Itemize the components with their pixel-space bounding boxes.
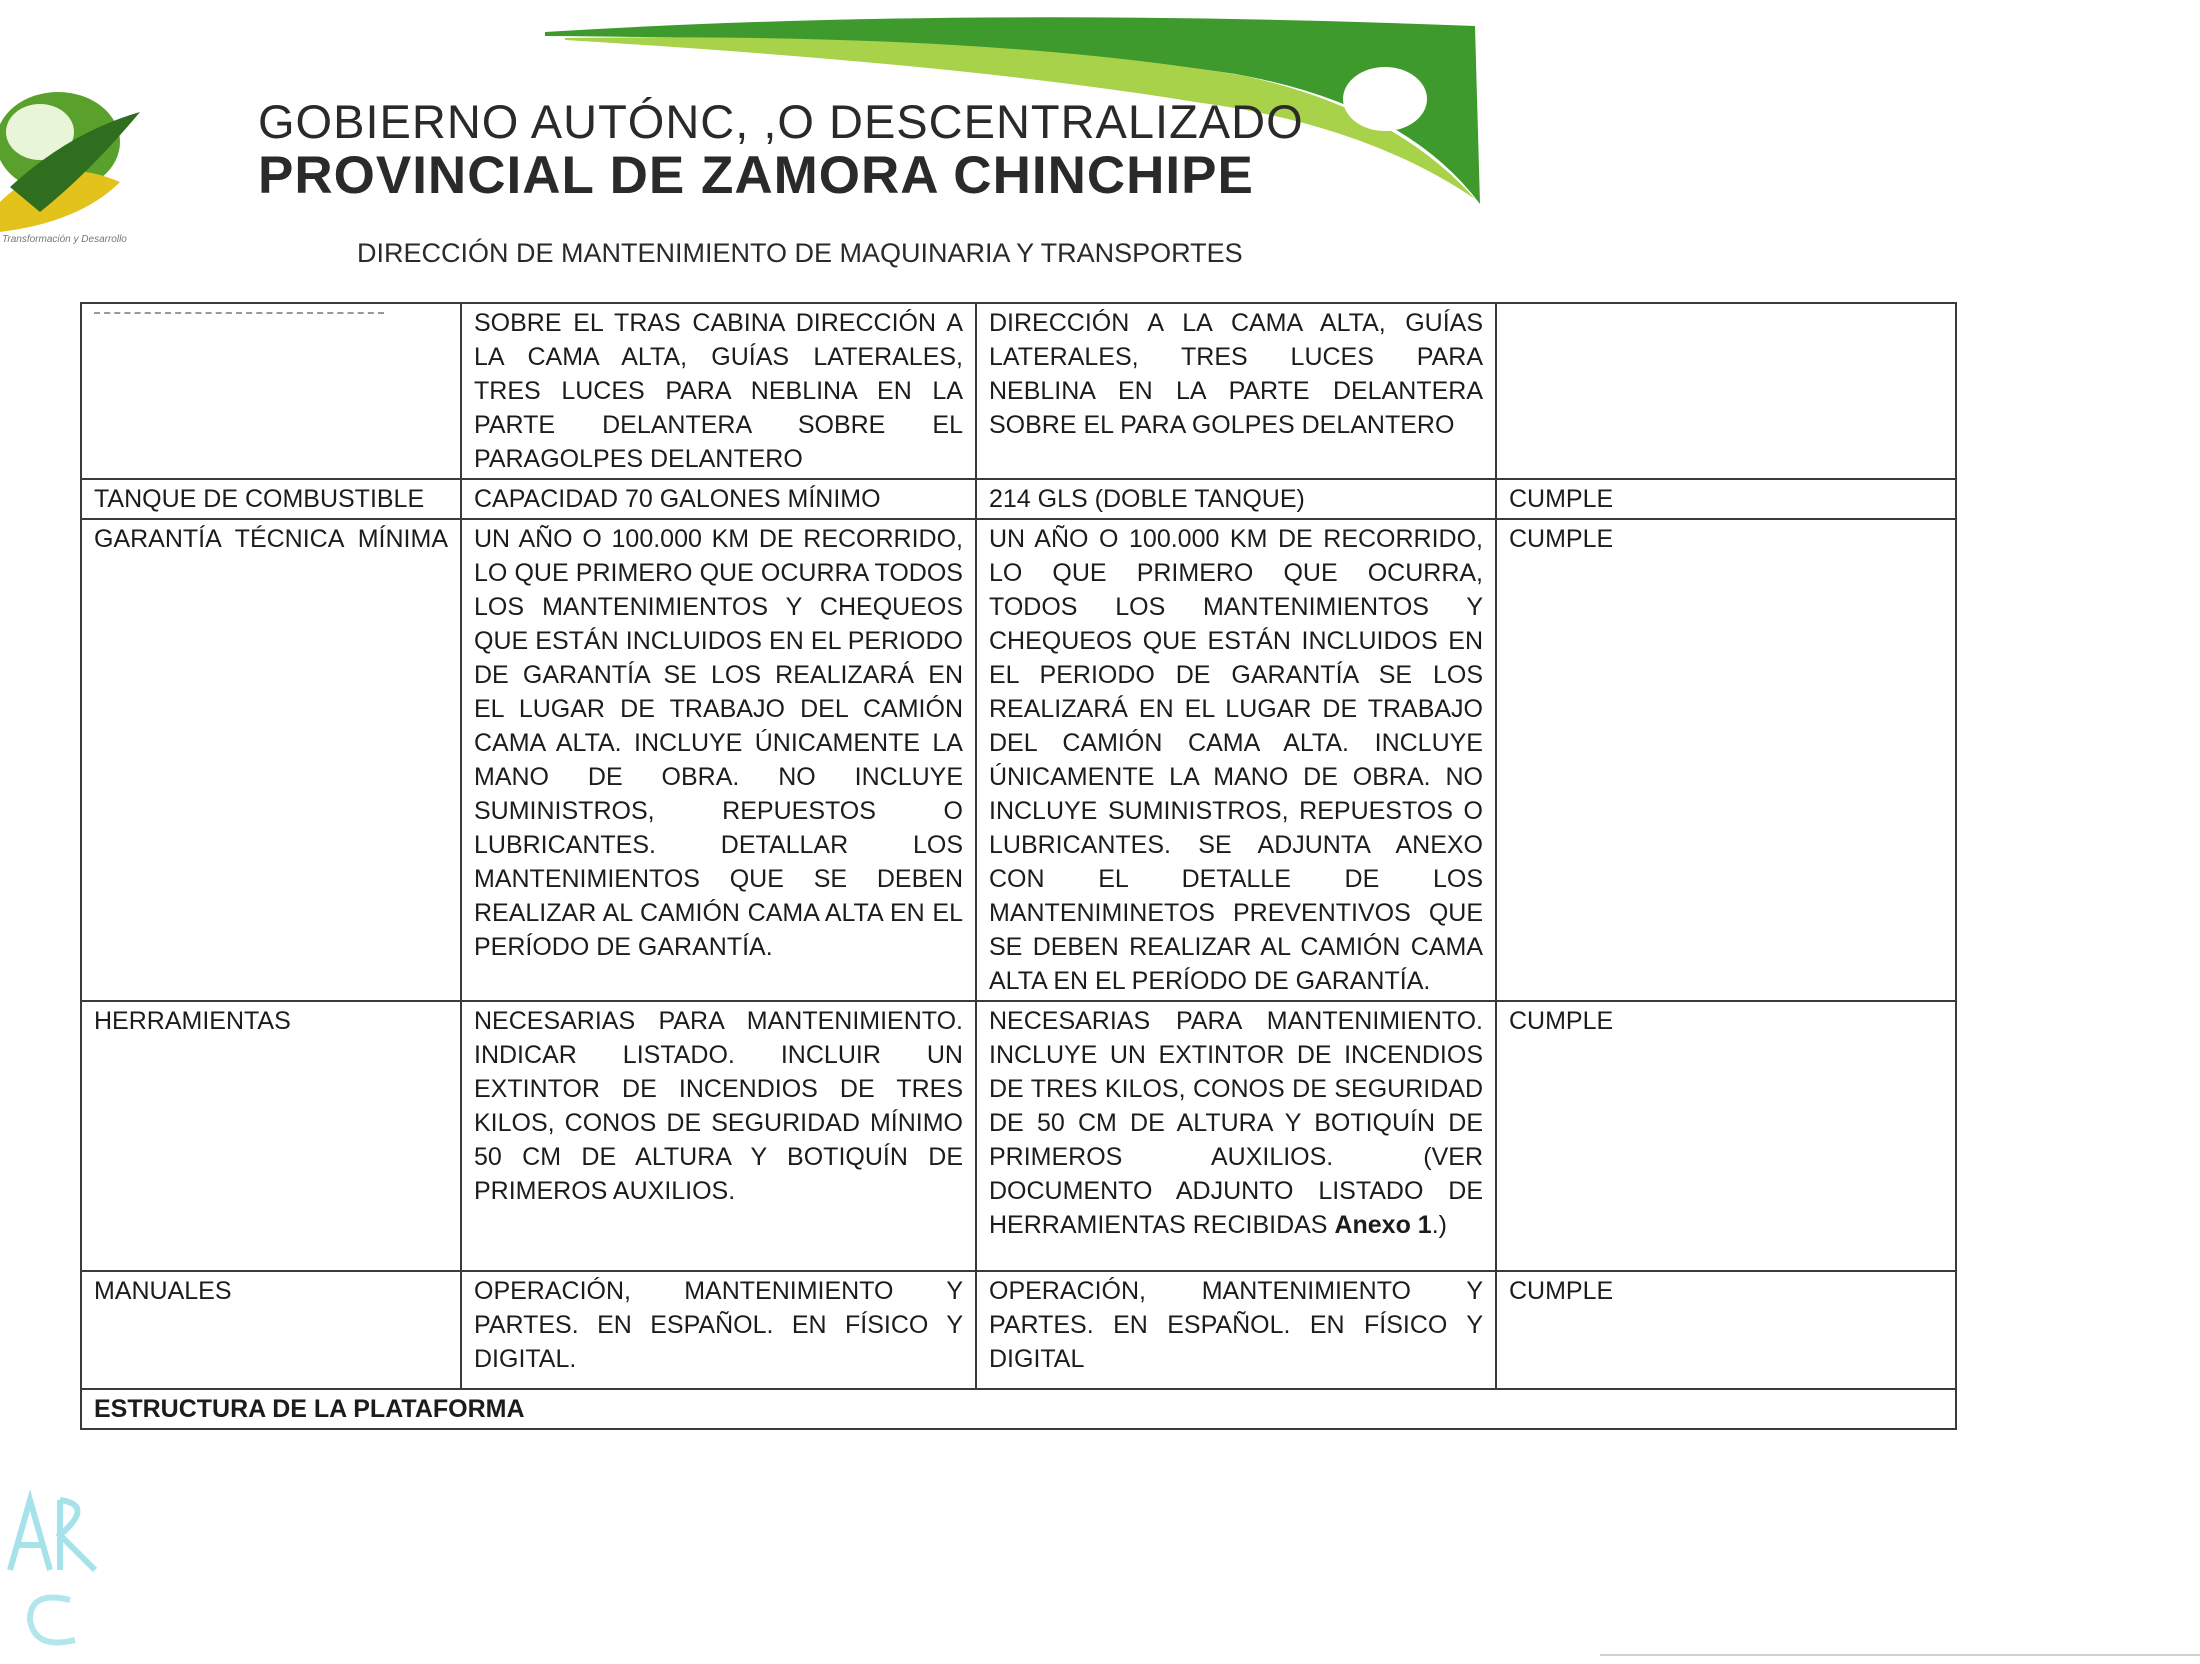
dashed-rule bbox=[94, 312, 384, 314]
section-header-row bbox=[81, 1389, 1956, 1429]
stamp-mark-icon bbox=[0, 1470, 110, 1655]
table-row bbox=[81, 303, 1956, 479]
requirement-cell: UN AÑO O 100.000 KM DE RECORRIDO, LO QUE PRIMERO QUE OCURRA TODOS LOS MANTENIMIENTOS Y CHEQUEOS QUE ESTÁN INCLUIDOS EN EL PERIODO DE GARANTÍA SE LOS REALIZARÁ EN EL LUGAR DE TRABAJO DEL CAMIÓN CAMA ALTA. INCLUYE ÚNICAMENTE LA MANO DE OBRA. NO INCLUYE SUMINISTROS, REPUESTOS O LUBRICANTES. DETALLAR LOS MANTENIMIENTOS QUE SE DEBEN REALIZAR AL CAMIÓN CAMA ALTA EN EL PERÍODO DE GARANTÍA. bbox=[461, 519, 976, 1001]
table-row bbox=[81, 479, 1956, 519]
offer-cell: 214 GLS (DOBLE TANQUE) bbox=[976, 479, 1496, 519]
verdict-cell: CUMPLE bbox=[1496, 1001, 1956, 1271]
offer-cell: OPERACIÓN, MANTENIMIENTO Y PARTES. EN ESPAÑOL. EN FÍSICO Y DIGITAL bbox=[976, 1271, 1496, 1389]
attribute-cell: TANQUE DE COMBUSTIBLE bbox=[81, 479, 461, 519]
logo-caption: Transformación y Desarrollo bbox=[2, 234, 127, 245]
annex-reference: Anexo 1 bbox=[1334, 1211, 1432, 1239]
attribute-cell: HERRAMIENTAS bbox=[81, 1001, 461, 1271]
government-name-line1: GOBIERNO AUTÓNC, ,O DESCENTRALIZADO bbox=[258, 95, 1304, 148]
verdict-cell bbox=[1496, 303, 1956, 479]
offer-cell: UN AÑO O 100.000 KM DE RECORRIDO, LO QUE PRIMERO QUE OCURRA, TODOS LOS MANTENIMIENTOS Y CHEQUEOS QUE ESTÁN INCLUIDOS EN EL PERIODO DE GARANTÍA SE LOS REALIZARÁ EN EL LUGAR DE TRABAJO DEL CAMIÓN CAMA ALTA. INCLUYE ÚNICAMENTE LA MANO DE OBRA. NO INCLUYE SUMINISTROS, REPUESTOS O LUBRICANTES. SE ADJUNTA ANEXO CON EL DETALLE DE LOS MANTENIMINETOS PREVENTIVOS QUE SE DEBEN REALIZAR AL CAMIÓN CAMA ALTA EN EL PERÍODO DE GARANTÍA. bbox=[976, 519, 1496, 1001]
requirement-cell: CAPACIDAD 70 GALONES MÍNIMO bbox=[461, 479, 976, 519]
offer-cell: DIRECCIÓN A LA CAMA ALTA, GUÍAS LATERALES, TRES LUCES PARA NEBLINA EN LA PARTE DELANTERA SOBRE EL PARA GOLPES DELANTERO bbox=[976, 303, 1496, 479]
specifications-table bbox=[80, 302, 1957, 1430]
table-row bbox=[81, 1001, 1956, 1271]
requirement-cell: NECESARIAS PARA MANTENIMIENTO. INDICAR LISTADO. INCLUIR UN EXTINTOR DE INCENDIOS DE TRES KILOS, CONOS DE SEGURIDAD MÍNIMO 50 CM DE ALTURA Y BOTIQUÍN DE PRIMEROS AUXILIOS. bbox=[461, 1001, 976, 1271]
requirement-cell: OPERACIÓN, MANTENIMIENTO Y PARTES. EN ESPAÑOL. EN FÍSICO Y DIGITAL. bbox=[461, 1271, 976, 1389]
government-name-line2: PROVINCIAL DE ZAMORA CHINCHIPE bbox=[258, 146, 1254, 205]
table-row bbox=[81, 519, 1956, 1001]
offer-cell: NECESARIAS PARA MANTENIMIENTO. INCLUYE UN EXTINTOR DE INCENDIOS DE TRES KILOS, CONOS DE SEGURIDAD DE 50 CM DE ALTURA Y BOTIQUÍN DE PRIMEROS AUXILIOS. (VER DOCUMENTO ADJUNTO LISTADO DE HERRAMIENTAS RECIBIDAS Anexo 1.) bbox=[976, 1001, 1496, 1271]
section-title: ESTRUCTURA DE LA PLATAFORMA bbox=[81, 1389, 1956, 1429]
verdict-cell: CUMPLE bbox=[1496, 479, 1956, 519]
attribute-cell: GARANTÍA TÉCNICA MÍNIMA bbox=[81, 519, 461, 1001]
department-title: DIRECCIÓN DE MANTENIMIENTO DE MAQUINARIA Y TRANSPORTES bbox=[357, 238, 1243, 268]
verdict-cell: CUMPLE bbox=[1496, 519, 1956, 1001]
attribute-cell: MANUALES bbox=[81, 1271, 461, 1389]
requirement-cell: SOBRE EL TRAS CABINA DIRECCIÓN A LA CAMA ALTA, GUÍAS LATERALES, TRES LUCES PARA NEBLINA EN LA PARTE DELANTERA SOBRE EL PARAGOLPES DELANTERO bbox=[461, 303, 976, 479]
table-row bbox=[81, 1271, 1956, 1389]
verdict-cell: CUMPLE bbox=[1496, 1271, 1956, 1389]
scan-edge-line bbox=[1600, 1654, 2200, 1656]
attribute-cell bbox=[81, 303, 461, 479]
leaf-logo-icon bbox=[0, 72, 150, 247]
